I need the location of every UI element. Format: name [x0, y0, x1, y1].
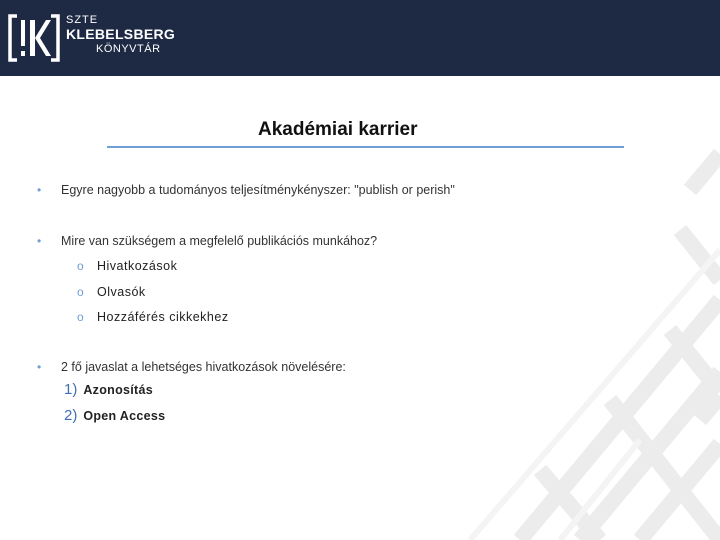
number-label: 2)	[64, 407, 78, 424]
sub-item-text: Olvasók	[97, 285, 146, 299]
bullet-dot-icon: •	[37, 234, 42, 248]
sub-item-hozzaferes	[77, 310, 229, 324]
sub-item-hivatkozasok	[77, 259, 178, 273]
numbered-item-2	[64, 407, 165, 425]
logo-line-szte: SZTE	[66, 14, 99, 26]
circle-bullet-icon: o	[77, 259, 84, 273]
szte-klebelsberg-logo[interactable]	[8, 14, 178, 64]
sub-item-text: Hivatkozások	[97, 259, 178, 273]
bullet-item-2	[37, 234, 378, 248]
bullet-text: 2 fő javaslat a lehetséges hivatkozások növelésére:	[61, 360, 346, 374]
sub-item-olvasok	[77, 285, 146, 299]
title-underline	[107, 146, 624, 148]
numbered-item-text: Azonosítás	[83, 383, 154, 397]
numbered-item-text: Open Access	[83, 409, 166, 423]
circle-bullet-icon: o	[77, 310, 84, 324]
header-bar	[0, 0, 720, 76]
slide-title: Akadémiai karrier	[258, 119, 418, 140]
logo-wordmark	[66, 14, 175, 56]
bullet-item-3	[37, 360, 346, 374]
bullet-item-1	[37, 183, 455, 197]
logo-line-klebelsberg: KLEBELSBERG	[66, 26, 176, 42]
circle-bullet-icon: o	[77, 285, 84, 299]
logo-line-konyvtar: KÖNYVTÁR	[96, 43, 161, 55]
numbered-item-1	[64, 381, 153, 399]
bullet-dot-icon: •	[37, 183, 42, 197]
number-label: 1)	[64, 381, 78, 398]
sub-item-text: Hozzáférés cikkekhez	[97, 310, 229, 324]
bullet-text: Mire van szükségem a megfelelő publikációs munkához?	[61, 234, 378, 248]
logo-bracket-icon	[8, 14, 60, 62]
bullet-text: Egyre nagyobb a tudományos teljesítménykényszer: "publish or perish"	[61, 183, 455, 197]
bullet-dot-icon: •	[37, 360, 42, 374]
